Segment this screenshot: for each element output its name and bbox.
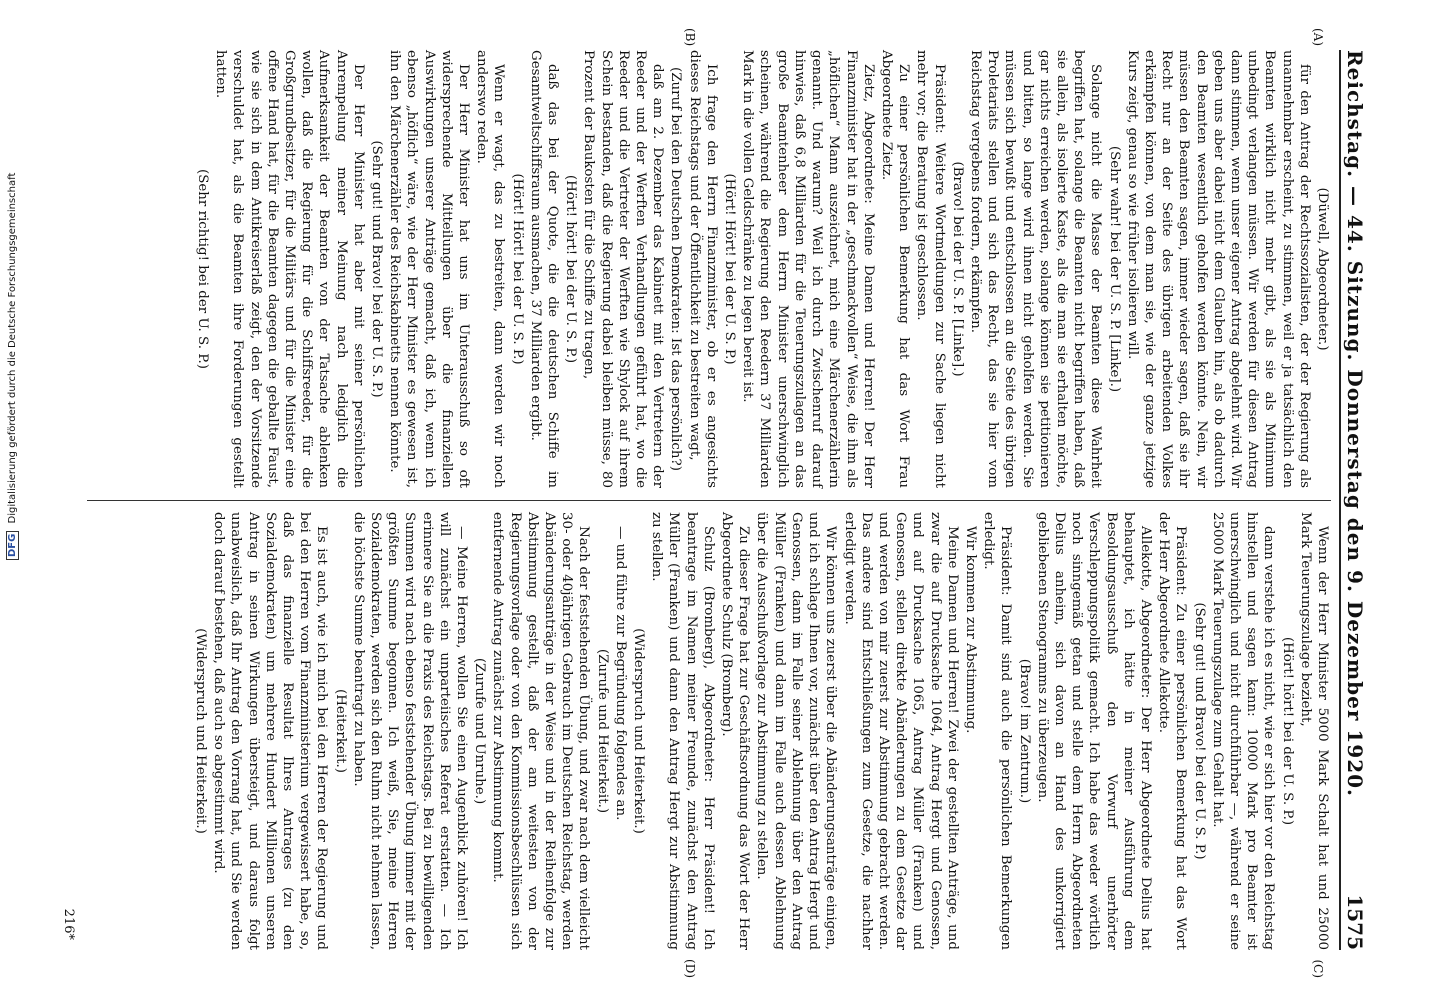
margin-c: (C) [1311,959,1325,978]
col2-paragraph: Zu dieser Frage hat zur Geschäftsordnung das Wort der Herr Abgeordnete Schulz (Bromberg). [719,512,752,950]
col2-paragraph: Wir können uns zuerst über die Abänderungsanträge einigen, und ich schlage Ihnen vor, zunächst über den Antrag Hergt und Genossen, dann im Falle seiner Ablehnung über den Antrag Müller (Franken) und dann im Falle auch dessen Ablehnung über die Ausschußvorlage zur Abstimmung zu stellen. [754,512,839,950]
col1-paragraph: Ich frage den Herrn Finanzminister, ob er es angesichts dieses Reichstags und der Öffentlichkeit zu bestreiten wagt, [686,50,719,488]
col1-paragraph: Zu einer persönlichen Bemerkung hat das Wort Frau Abgeordnete Zietz. [878,50,912,488]
col1-paragraph: (Zuruf bei den Deutschen Demokraten: Ist das persönlich?) [668,67,684,471]
col1-paragraph: Der Herr Minister hat uns im Unterausschuß so oft widersprechende Mitteilungen über die finanziellen Auswirkungen unserer Anträge gemacht, daß ich, wenn ich ebenso „höflich“ wäre, wie der Herr Minister es gewesen ist, ihn den Märchenerzähler des Reichskabinetts nennen könnte. [387,50,472,488]
col1-paragraph: (Sehr gut! und Bravo! bei der U. S. P.) [369,140,385,398]
col2-paragraph: (Sehr gut! und Bravo! bei der U. S. P.) [1191,602,1207,860]
header-title: Reichstag. — 44. Sitzung. Donnerstag den 9. Dezember 1920. [1343,50,1367,798]
col2-paragraph: (Bravo! im Zentrum.) [1016,658,1032,804]
col2-paragraph: Wir kommen zur Abstimmung. [962,526,978,734]
col2-paragraph: Meine Damen und Herren! Zwei der gestellten Anträge, und zwar die auf Drucksache 1064, Antrag Hergt und Genossen, und auf Drucksache 1065, Antrag Müller (Franken) und Genossen, stellen direkte Abänderungen zu dem Gesetze dar und werden von mir zuerst zur Abstimmung gebracht werden. Das andere sind Entschließungen zum Gesetze, die nachher erledigt werden. [841,512,960,950]
col1-paragraph: (Hört! Hört! bei der U. S. P.) [509,173,525,365]
col2-paragraph: Präsident: Damit sind auch die persönlichen Bemerkungen erledigt. [981,512,1014,950]
col1-paragraph: (Hört! hört! bei der U. S. P.) [563,174,579,364]
col2-paragraph: Schulz (Bromberg), Abgeordneter: Herr Präsident! Ich beantrage im Namen meiner Freunde, zunächst den Antrag Müller (Franken) und dann den Antrag Hergt zur Abstimmung zu stellen. [649,512,716,950]
margin-b: (B) [683,28,697,47]
newspaper-page [47,20,1387,980]
text-column-left [87,50,1331,488]
credit-text: Digitalisierung gefördert durch die Deutsche Forschungsgemeinschaft [7,172,18,524]
col2-paragraph: (Hört! hört! bei der U. S. P.) [1279,636,1295,826]
col1-paragraph: Präsident: Weitere Wortmeldungen zur Sache liegen nicht mehr vor; die Beratung ist geschlossen. [914,50,947,488]
page-mark: 216* [61,908,76,940]
col1-paragraph: daß am 2. Dezember das Kabinett mit den Vertretern der Reeder und der Werften Verhandlungen geführt hat, wo die Reeder und die Vertreter der Werften wie Shylock auf ihrem Schein bestanden, daß die Regierung dabei bleiben müsse, 80 Prozent der Baukosten für die Schiffe zu tragen, [581,50,666,488]
col2-paragraph: — Meine Herren, wollen Sie einen Augenblick zuhören! Ich will zunächst ein unparteiisches Referat erstatten. — Ich erinnere Sie an die Praxis des Reichstags. Bei zu bewilligenden Summen wird nach ebenso feststehender Übung immer mit der größten Summe begonnen. Ich weiß, Sie, meine Herren Sozialdemokraten, werden sich den Ruhm nicht nehmen lassen, die höchste Summe beantragt zu haben. [350,512,470,950]
digitization-credit [6,140,19,560]
page-header [1339,50,1369,950]
col1-paragraph: (Düwell, Abgeordneter.) [1315,187,1330,351]
col1-paragraph: Solange nicht die Masse der Beamten diese Wahrheit begriffen hat, solange die Beamten nicht begriffen haben, daß sie allein, als isolierte Kaste, als die man sie erhalten möchte, gar nichts erreichen werden, solange können sie petitionieren und bitten, so lange wird ihnen nicht geholfen werden. Sie müssen sich bewußt und entschlossen an die Seite des übrigen Proletariats stellen und sich das Recht, das sie hier vom Reichstag vergebens fordern, erkämpfen. [967,50,1104,488]
col1-paragraph: (Sehr wahr! bei der U. S. P. [Linke].) [1106,145,1122,393]
col2-paragraph: (Widerspruch und Heiterkeit.) [193,628,208,834]
col1-paragraph: für den Antrag der Rechtssozialisten, der der Regierung als unannehmbar erscheint, zu stimmen, weil er ja tatsächlich den Beamten wirklich nicht mehr gibt, als sie als Minimum unbedingt verlangen müssen. Wir werden für diesen Antrag dann stimmen, wenn unser eigener Antrag abgelehnt wird. Wir geben uns aber dabei nicht dem Glauben hin, als ob dadurch den Beamten wesentlich geholfen werden könnte. Nein, wir müssen den Beamten sagen, immer wieder sagen, daß sie ihr Recht nur an der Seite des übrigen arbeitenden Volkes erkämpfen können, von dem man sie, wie der ganze jetzige Kurs zeigt, genau so wie früher isolieren will. [1124,50,1312,488]
col2-paragraph: Wenn der Herr Minister 5000 Mark Schalt hat und 25000 Mark Teuerungszulage bezieht, [1297,512,1330,950]
col2-paragraph: (Widerspruch und Heiterkeit.) [631,628,647,834]
dfg-logo: DFG [6,531,19,560]
col1-paragraph: Der Herr Minister hat aber mit seiner persönlichen Anrempelung meiner Meinung nach lediglich die Aufmerksamkeit der Beamten von der Tatsache ablenken wollen, daß die Regierung für die Schiffsreeder, für die Großgrundbesitzer, für die Militärs und für die Minister eine offene Hand hat, für die Beamten dagegen die geballte Faust, wie sie sich in dem Antikreiserlaß zeigt, den der Vorsitzende verschuldet hat, als die Beamten ihre Forderungen gestellt hatten. [213,50,366,488]
margin-d: (D) [683,959,697,978]
col2-paragraph: (Heiterkeit.) [332,689,348,773]
col1-paragraph: daß das bei der Quote, die die deutschen Schiffe im Gesamtweltschiffsraum ausmachen, 37 Milliarden ergibt. [527,50,561,488]
col2-paragraph: dann verstehe ich es nicht, wie er sich hier vor den Reichstag hinstellen und sagen kann: 10000 Mark pro Beamter ist unerschwinglich und nicht durchführbar —, während er seine 25000 Mark Teuerungszulage zum Gehalt hat. [1209,512,1277,950]
column-divider [87,500,1331,501]
col1-paragraph: Wenn er wagt, das zu bestreiten, dann werden wir noch anderswo reden. [474,50,507,488]
col2-paragraph: (Zurufe und Heiterkeit.) [594,648,610,814]
col1-paragraph: (Sehr richtig! bei der U. S. P.) [195,168,210,370]
col2-paragraph: Es ist auch, wie ich mich bei den Herren der Regierung und bei den Herren vom Finanzministerium vergewissert habe, so, daß das finanzielle Resultat Ihres Antrages (zu den Sozialdemokraten) um mehrere Hundert Millionen unseren Antrag in seinen Wirkungen übersteigt, und daraus folgt unabweislich, daß Ihr Antrag den Vorrang hat, und Sie werden doch darauf bestehen, daß auch so abgestimmt wird. [211,512,330,950]
col2-paragraph: (Zurufe und Unruhe.) [472,657,488,805]
col2-paragraph: Präsident: Zu einer persönlichen Bemerkung hat das Wort der Herr Abgeordnete Allekotte. [1156,512,1189,950]
margin-a: (A) [1311,28,1325,47]
col2-paragraph: Nach der feststehenden Übung, und zwar nach dem vielleicht 30- oder 40jährigen Gebrauch im Deutschen Reichstag, werden Abänderungsanträge in der Weise und in der Reihenfolge zur Abstimmung gestellt, daß der am weitesten von der Regierungsvorlage oder von den Kommissionsbeschlüssen sich entfernende Antrag zunächst zur Abstimmung kommt. [490,512,592,950]
text-column-right [87,512,1331,950]
col2-paragraph: Allekotte, Abgeordneter: Der Herr Abgeordnete Delius hat behauptet, ich hätte in meiner Ausführung dem Besoldungsausschuß den Vorwurf unerhörter Verschleppungspolitik gemacht. Ich habe das weder wörtlich noch sinngemäß getan und stelle dem Herrn Abgeordneten Delius anheim, sich davon an Hand des unkorrigiert gebliebenen Stenogramms zu überzeugen. [1034,512,1153,950]
col1-paragraph: Zietz, Abgeordnete: Meine Damen und Herren! Der Herr Finanzminister hat in der „geschmackvollen“ Weise, die ihm als „höflichen“ Mann auszeichnet, mich eine Märchenerzählerin genannt. Und warum? Weil ich durch Zwischenruf darauf hinwies, daß 6,8 Milliarden für die Teuerungszulagen an das große Beamtenheer dem Herrn Minister unerschwinglich scheinen, während die Regierung den Reedern 37 Milliarden Mark in die vollen Geldschränke zu legen bereit ist. [740,50,876,488]
col2-paragraph: — und führe zur Begründung folgendes an. [612,526,628,821]
col1-paragraph: (Bravo! bei der U. S. P. [Linke].) [949,161,965,377]
col1-paragraph: (Hört! Hört! bei der U. S. P.) [722,173,738,365]
page-number: 1575 [1343,894,1367,950]
